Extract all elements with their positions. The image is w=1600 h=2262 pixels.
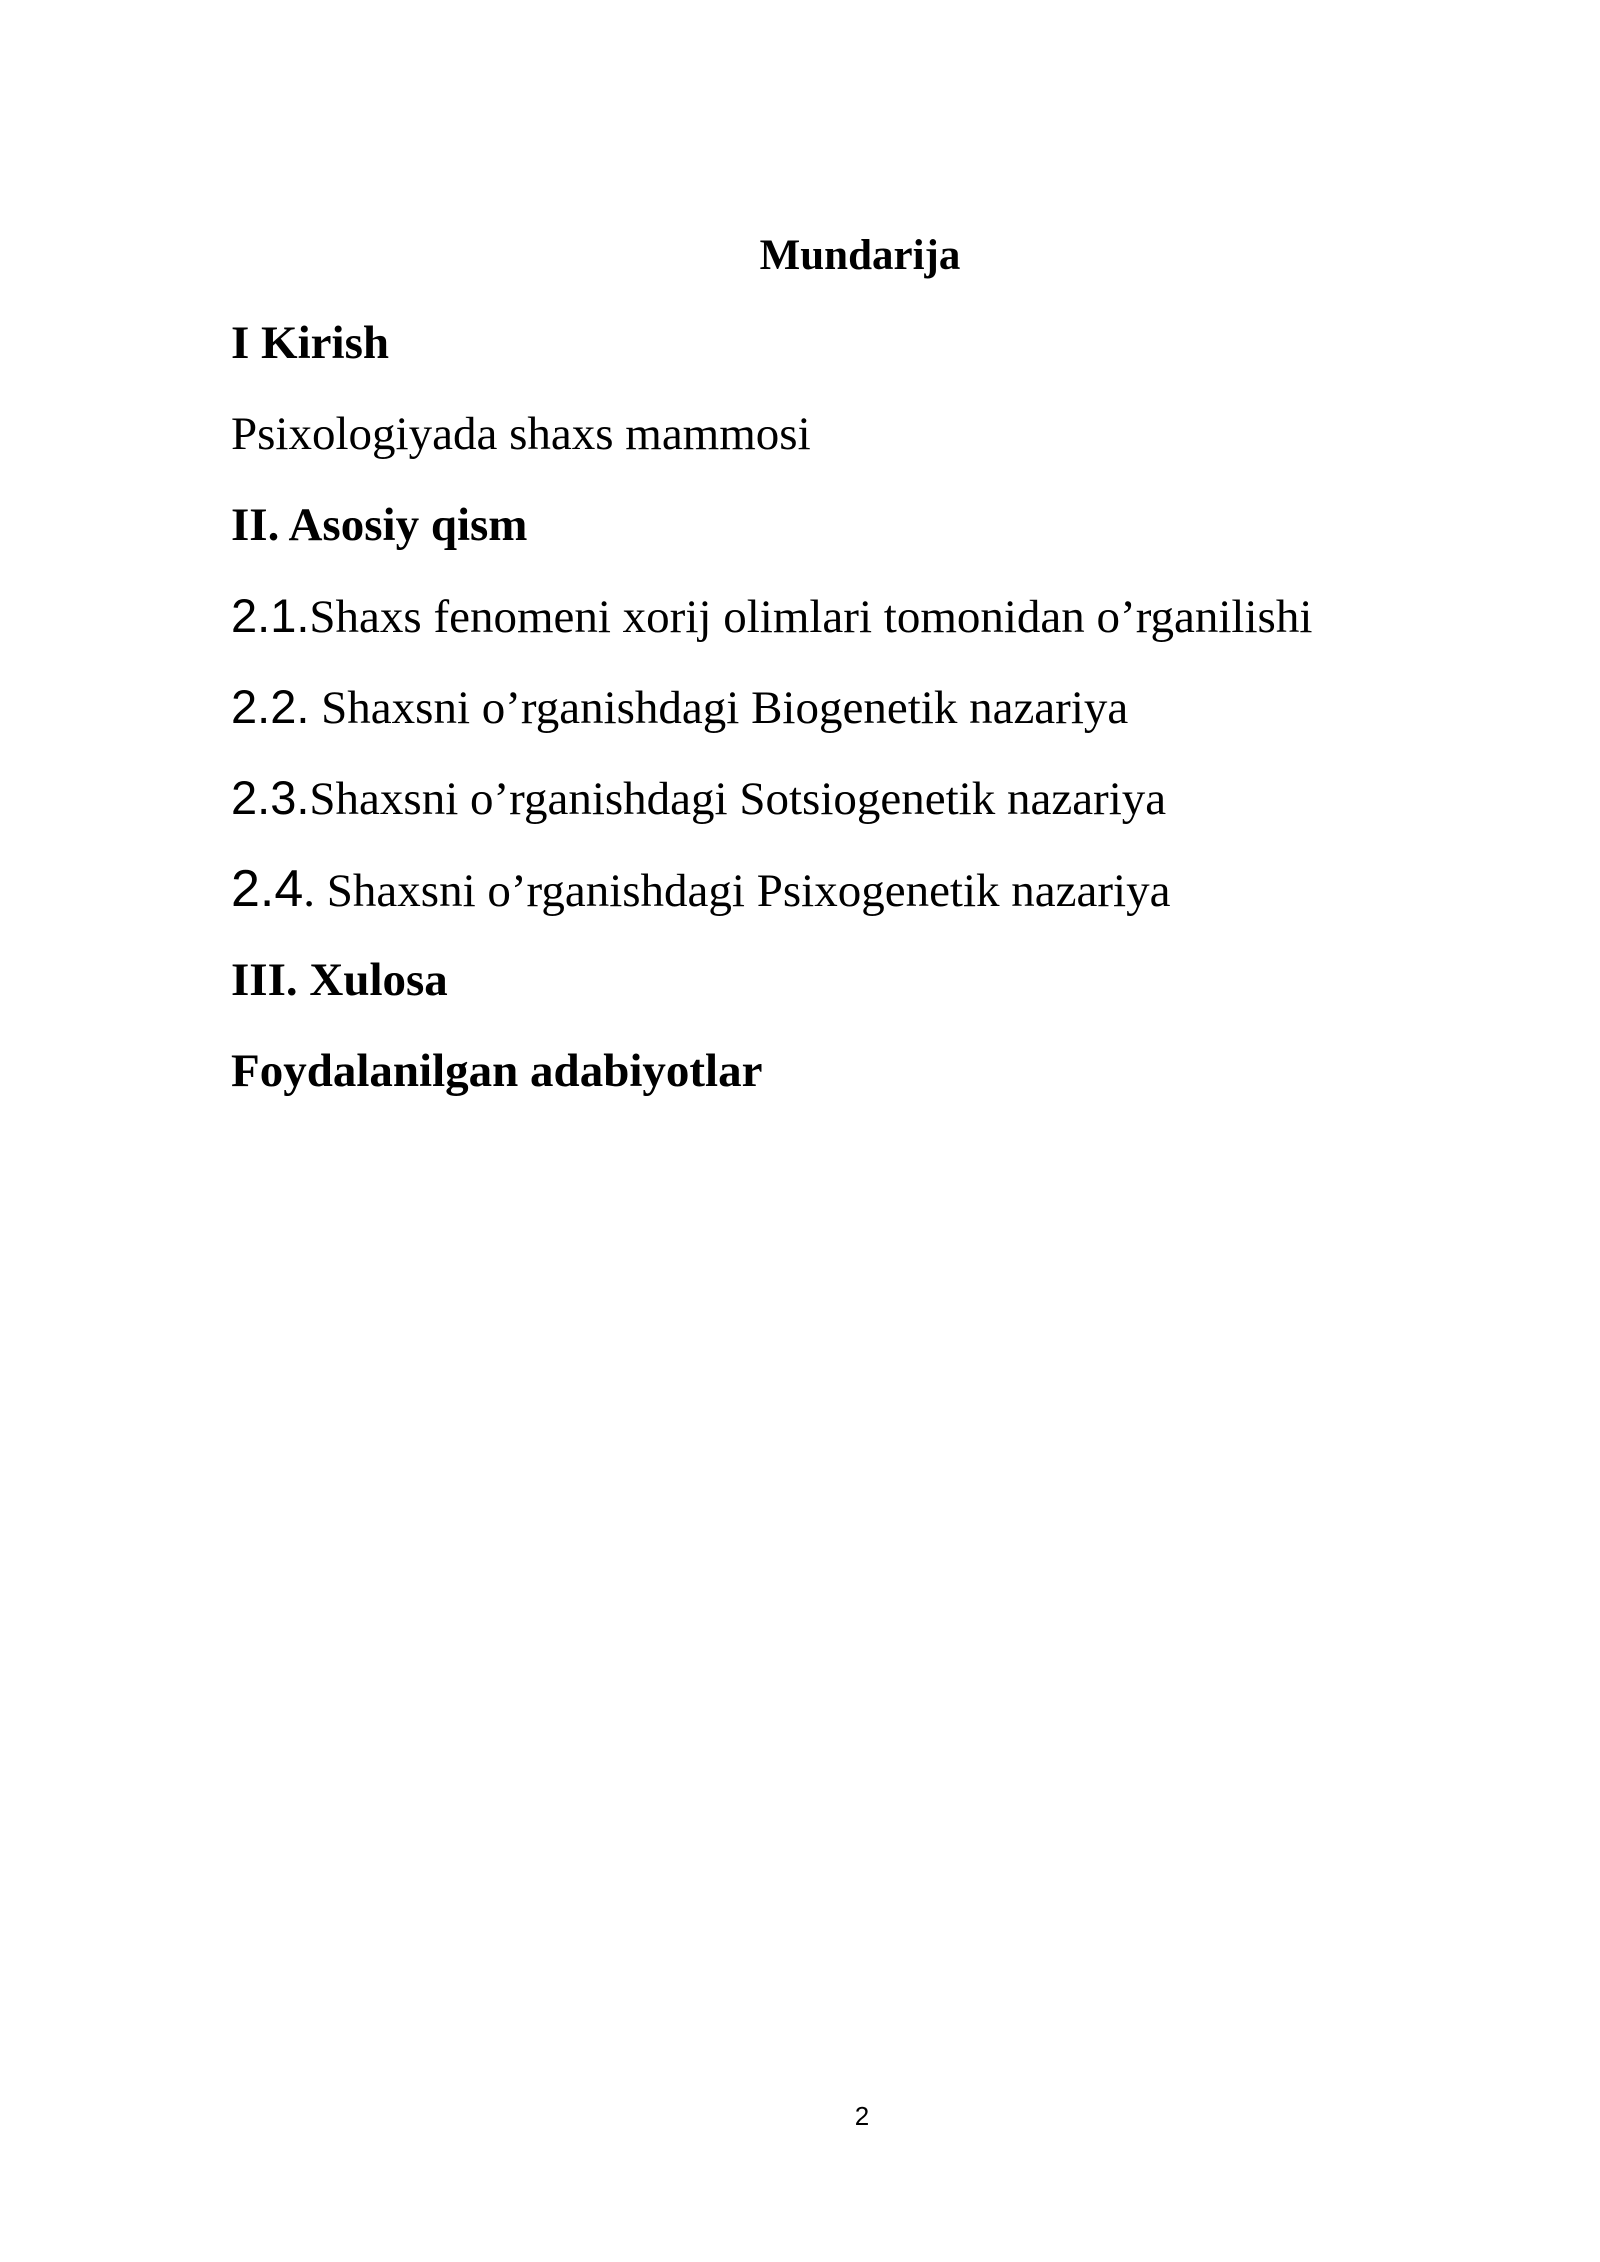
page-number: 2 (854, 2101, 870, 2131)
toc-entry-number: 2.3. (231, 771, 310, 824)
toc-list (231, 310, 1481, 1129)
toc-entry-references (231, 1038, 1481, 1129)
toc-entry-number: 2.1. (231, 589, 310, 642)
toc-entry-2-2 (231, 674, 1481, 765)
toc-entry-subtopic (231, 401, 1481, 492)
toc-entry-text: I Kirish (231, 317, 390, 369)
toc-entry-text: II. Asosiy qism (231, 499, 528, 551)
toc-entry-2-4 (231, 856, 1481, 947)
toc-entry-conclusion (231, 947, 1481, 1038)
toc-entry-text: Foydalanilgan adabiyotlar (231, 1045, 763, 1097)
toc-entry-text: Shaxsni o’rganishdagi Sotsiogenetik nazariya (309, 773, 1167, 825)
toc-entry-text: Shaxs fenomeni xorij olimlari tomonidan o’rganilishi (309, 591, 1313, 643)
toc-entry-introduction (231, 310, 1481, 401)
toc-entry-text: . Shaxsni o’rganishdagi Psixogenetik nazariya (303, 865, 1171, 917)
toc-entry-2-3 (231, 765, 1481, 856)
toc-entry-text: Shaxsni o’rganishdagi Biogenetik nazariya (309, 682, 1129, 734)
toc-entry-number: 2.2. (231, 680, 310, 733)
toc-entry-main-part (231, 492, 1481, 583)
toc-entry-text: III. Xulosa (231, 954, 448, 1006)
toc-title: Mundarija (759, 232, 961, 279)
toc-entry-number: 2.4 (231, 860, 304, 918)
toc-entry-2-1 (231, 583, 1481, 674)
toc-entry-text: Psixologiyada shaxs mammosi (231, 408, 811, 460)
